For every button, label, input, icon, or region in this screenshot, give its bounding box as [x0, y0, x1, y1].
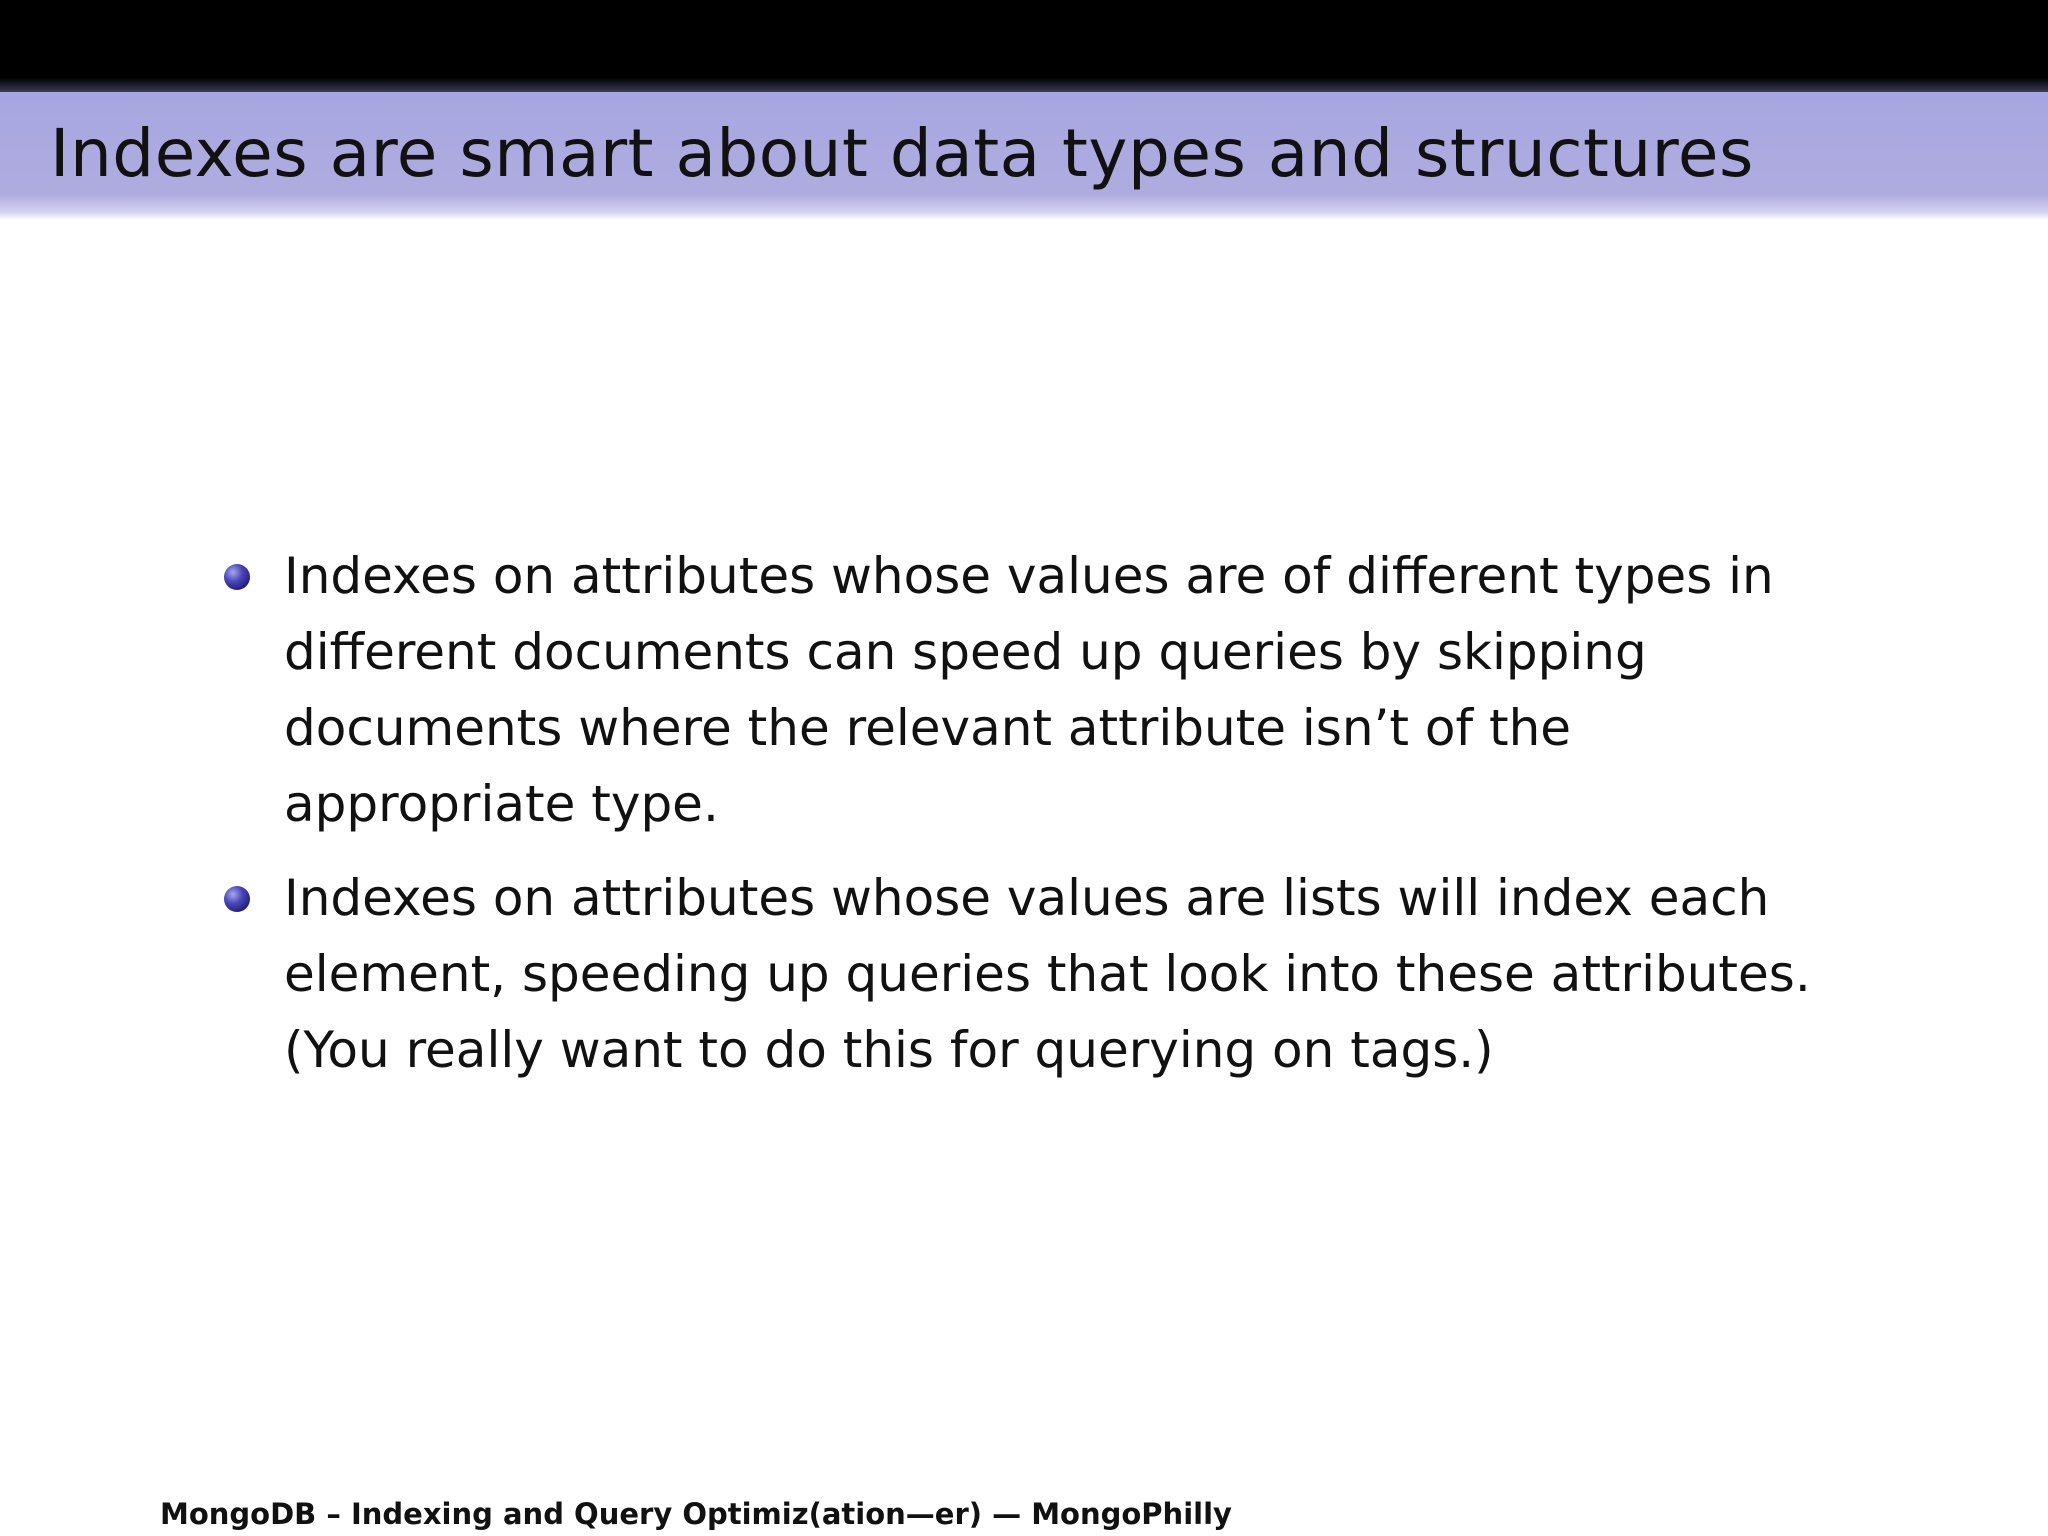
- bullet-item-2: [224, 860, 1864, 1088]
- bullet-sphere-icon: [224, 564, 250, 590]
- footer-text: MongoDB – Indexing and Query Optimiz(ation—er) — MongoPhilly: [160, 1497, 1232, 1531]
- slide-title: Indexes are smart about data types and structures: [50, 115, 1754, 192]
- header-black-bar: [0, 0, 2048, 92]
- bullet-text: Indexes on attributes whose values are of different types in different documents can speed up queries by skipping documents where the relevant attribute isn’t of the appropriate type.: [284, 547, 1774, 833]
- bullet-item-1: [224, 538, 1864, 842]
- bullet-text: Indexes on attributes whose values are lists will index each element, speeding up queries that look into these attributes. (You really want to do this for querying on tags.): [284, 869, 1811, 1079]
- bullet-list: [224, 538, 1864, 1106]
- bullet-sphere-icon: [224, 886, 250, 912]
